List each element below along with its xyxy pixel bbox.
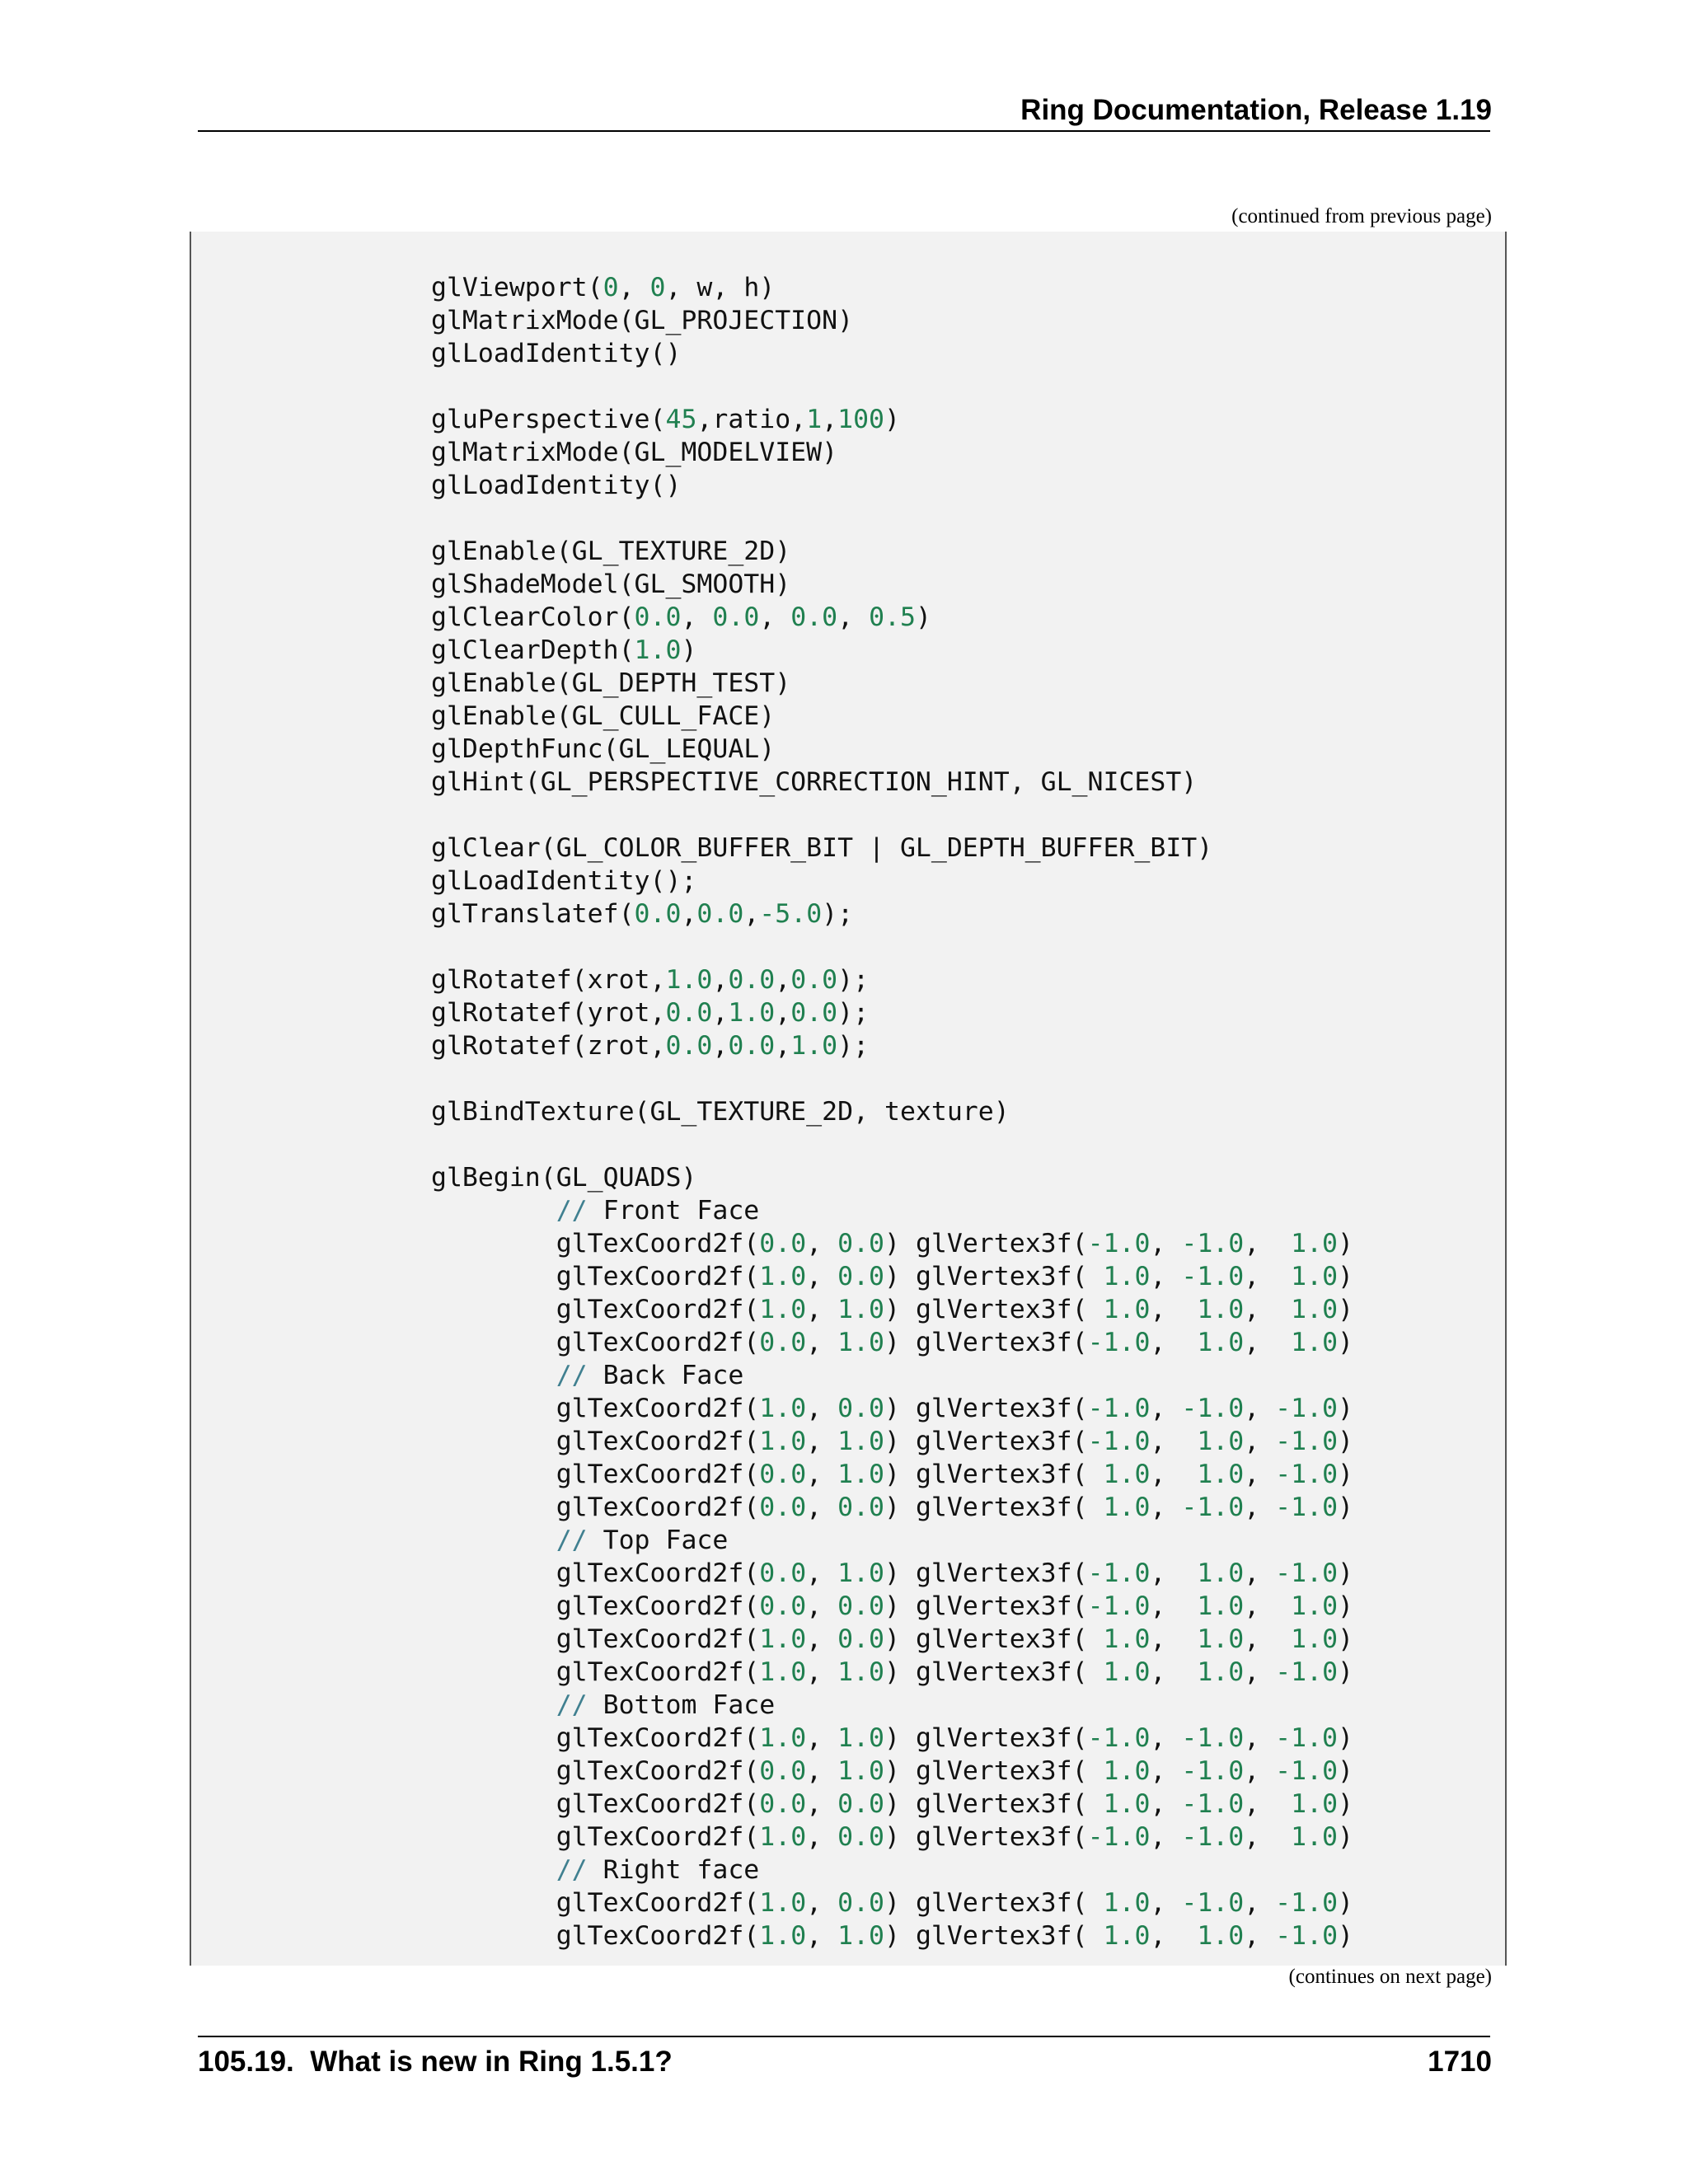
page-number: 1710 bbox=[1428, 2046, 1492, 2078]
code-line: glTexCoord2f(1.0, 1.0) glVertex3f(-1.0, -1.0, -1.0) bbox=[431, 1723, 1353, 1753]
code-line: glLoadIdentity() bbox=[431, 339, 682, 368]
code-line: glHint(GL_PERSPECTIVE_CORRECTION_HINT, GL_NICEST) bbox=[431, 767, 1198, 797]
code-line: // Bottom Face bbox=[556, 1690, 776, 1720]
code-line: glTexCoord2f(1.0, 1.0) glVertex3f( 1.0, 1.0, -1.0) bbox=[431, 1657, 1354, 1687]
code-block bbox=[190, 232, 1507, 1966]
code-line: glMatrixMode(GL_MODELVIEW) bbox=[431, 438, 838, 467]
code-line: glRotatef(xrot,1.0,0.0,0.0); bbox=[431, 965, 870, 995]
page-header-title: Ring Documentation, Release 1.19 bbox=[1020, 94, 1492, 126]
code-line: glTexCoord2f(0.0, 1.0) glVertex3f(-1.0, 1.0, -1.0) bbox=[431, 1558, 1353, 1588]
code-line: glShadeModel(GL_SMOOTH) bbox=[431, 569, 791, 599]
code-line: glRotatef(zrot,0.0,0.0,1.0); bbox=[431, 1031, 870, 1061]
code-line: glViewport(0, 0, w, h) bbox=[431, 273, 776, 302]
code-line: glEnable(GL_DEPTH_TEST) bbox=[431, 668, 791, 698]
code-line: // Back Face bbox=[556, 1361, 744, 1390]
code-line: glTexCoord2f(0.0, 1.0) glVertex3f( 1.0, -1.0, -1.0) bbox=[431, 1756, 1353, 1786]
code-line: glTexCoord2f(0.0, 0.0) glVertex3f(-1.0, 1.0, 1.0) bbox=[431, 1591, 1354, 1621]
code-line: glClear(GL_COLOR_BUFFER_BIT | GL_DEPTH_BUFFER_BIT) bbox=[431, 833, 1213, 863]
code-line bbox=[431, 1128, 1353, 1161]
header-divider bbox=[198, 130, 1490, 132]
code-line bbox=[431, 930, 1353, 963]
code-line bbox=[431, 799, 1353, 832]
code-line: gluPerspective(45,ratio,1,100) bbox=[431, 405, 900, 434]
code-line: glClearColor(0.0, 0.0, 0.0, 0.5) bbox=[431, 602, 931, 632]
code-line: // Front Face bbox=[556, 1196, 760, 1226]
code-line: glTexCoord2f(0.0, 0.0) glVertex3f(-1.0, -1.0, 1.0) bbox=[431, 1229, 1353, 1258]
code-line bbox=[431, 502, 1353, 535]
code-line: glTexCoord2f(1.0, 0.0) glVertex3f(-1.0, -1.0, -1.0) bbox=[431, 1394, 1353, 1423]
continues-on-note: (continues on next page) bbox=[1288, 1966, 1492, 1988]
footer-divider bbox=[198, 2036, 1490, 2037]
code-line: glTexCoord2f(0.0, 1.0) glVertex3f(-1.0, 1.0, 1.0) bbox=[431, 1328, 1354, 1357]
continued-from-note: (continued from previous page) bbox=[1231, 205, 1492, 227]
code-line: // Right face bbox=[556, 1855, 760, 1885]
code-line: glLoadIdentity(); bbox=[431, 866, 697, 896]
code-line: glTexCoord2f(1.0, 0.0) glVertex3f( 1.0, -1.0, 1.0) bbox=[431, 1262, 1354, 1291]
code-line: glTexCoord2f(1.0, 0.0) glVertex3f( 1.0, 1.0, 1.0) bbox=[431, 1624, 1354, 1654]
code-line bbox=[431, 1062, 1353, 1095]
code-line: glDepthFunc(GL_LEQUAL) bbox=[431, 734, 776, 764]
code-line: glTexCoord2f(1.0, 1.0) glVertex3f( 1.0, 1.0, 1.0) bbox=[431, 1295, 1354, 1324]
code-line: glTexCoord2f(1.0, 0.0) glVertex3f( 1.0, -1.0, -1.0) bbox=[431, 1888, 1353, 1918]
code-line bbox=[431, 370, 1353, 403]
code-line: glTexCoord2f(0.0, 0.0) glVertex3f( 1.0, -1.0, -1.0) bbox=[431, 1493, 1353, 1522]
code-line: glBindTexture(GL_TEXTURE_2D, texture) bbox=[431, 1097, 1010, 1127]
code-line: glLoadIdentity() bbox=[431, 471, 682, 500]
code-line: glClearDepth(1.0) bbox=[431, 635, 697, 665]
code-line: glMatrixMode(GL_PROJECTION) bbox=[431, 306, 854, 335]
code-line: glEnable(GL_CULL_FACE) bbox=[431, 701, 776, 731]
code-listing bbox=[431, 271, 1353, 1952]
code-line: glTexCoord2f(1.0, 1.0) glVertex3f(-1.0, 1.0, -1.0) bbox=[431, 1427, 1353, 1456]
code-line: glTexCoord2f(1.0, 0.0) glVertex3f(-1.0, -1.0, 1.0) bbox=[431, 1822, 1353, 1852]
code-line: // Top Face bbox=[556, 1526, 729, 1555]
code-line: glEnable(GL_TEXTURE_2D) bbox=[431, 537, 791, 566]
code-line: glTexCoord2f(0.0, 1.0) glVertex3f( 1.0, 1.0, -1.0) bbox=[431, 1460, 1354, 1489]
code-line: glTranslatef(0.0,0.0,-5.0); bbox=[431, 899, 854, 929]
code-line: glTexCoord2f(1.0, 1.0) glVertex3f( 1.0, 1.0, -1.0) bbox=[431, 1921, 1354, 1951]
code-line: glRotatef(yrot,0.0,1.0,0.0); bbox=[431, 998, 870, 1028]
code-line: glBegin(GL_QUADS) bbox=[431, 1163, 697, 1193]
code-line: glTexCoord2f(0.0, 0.0) glVertex3f( 1.0, -1.0, 1.0) bbox=[431, 1789, 1354, 1819]
footer-section-title: 105.19. What is new in Ring 1.5.1? bbox=[198, 2046, 673, 2078]
